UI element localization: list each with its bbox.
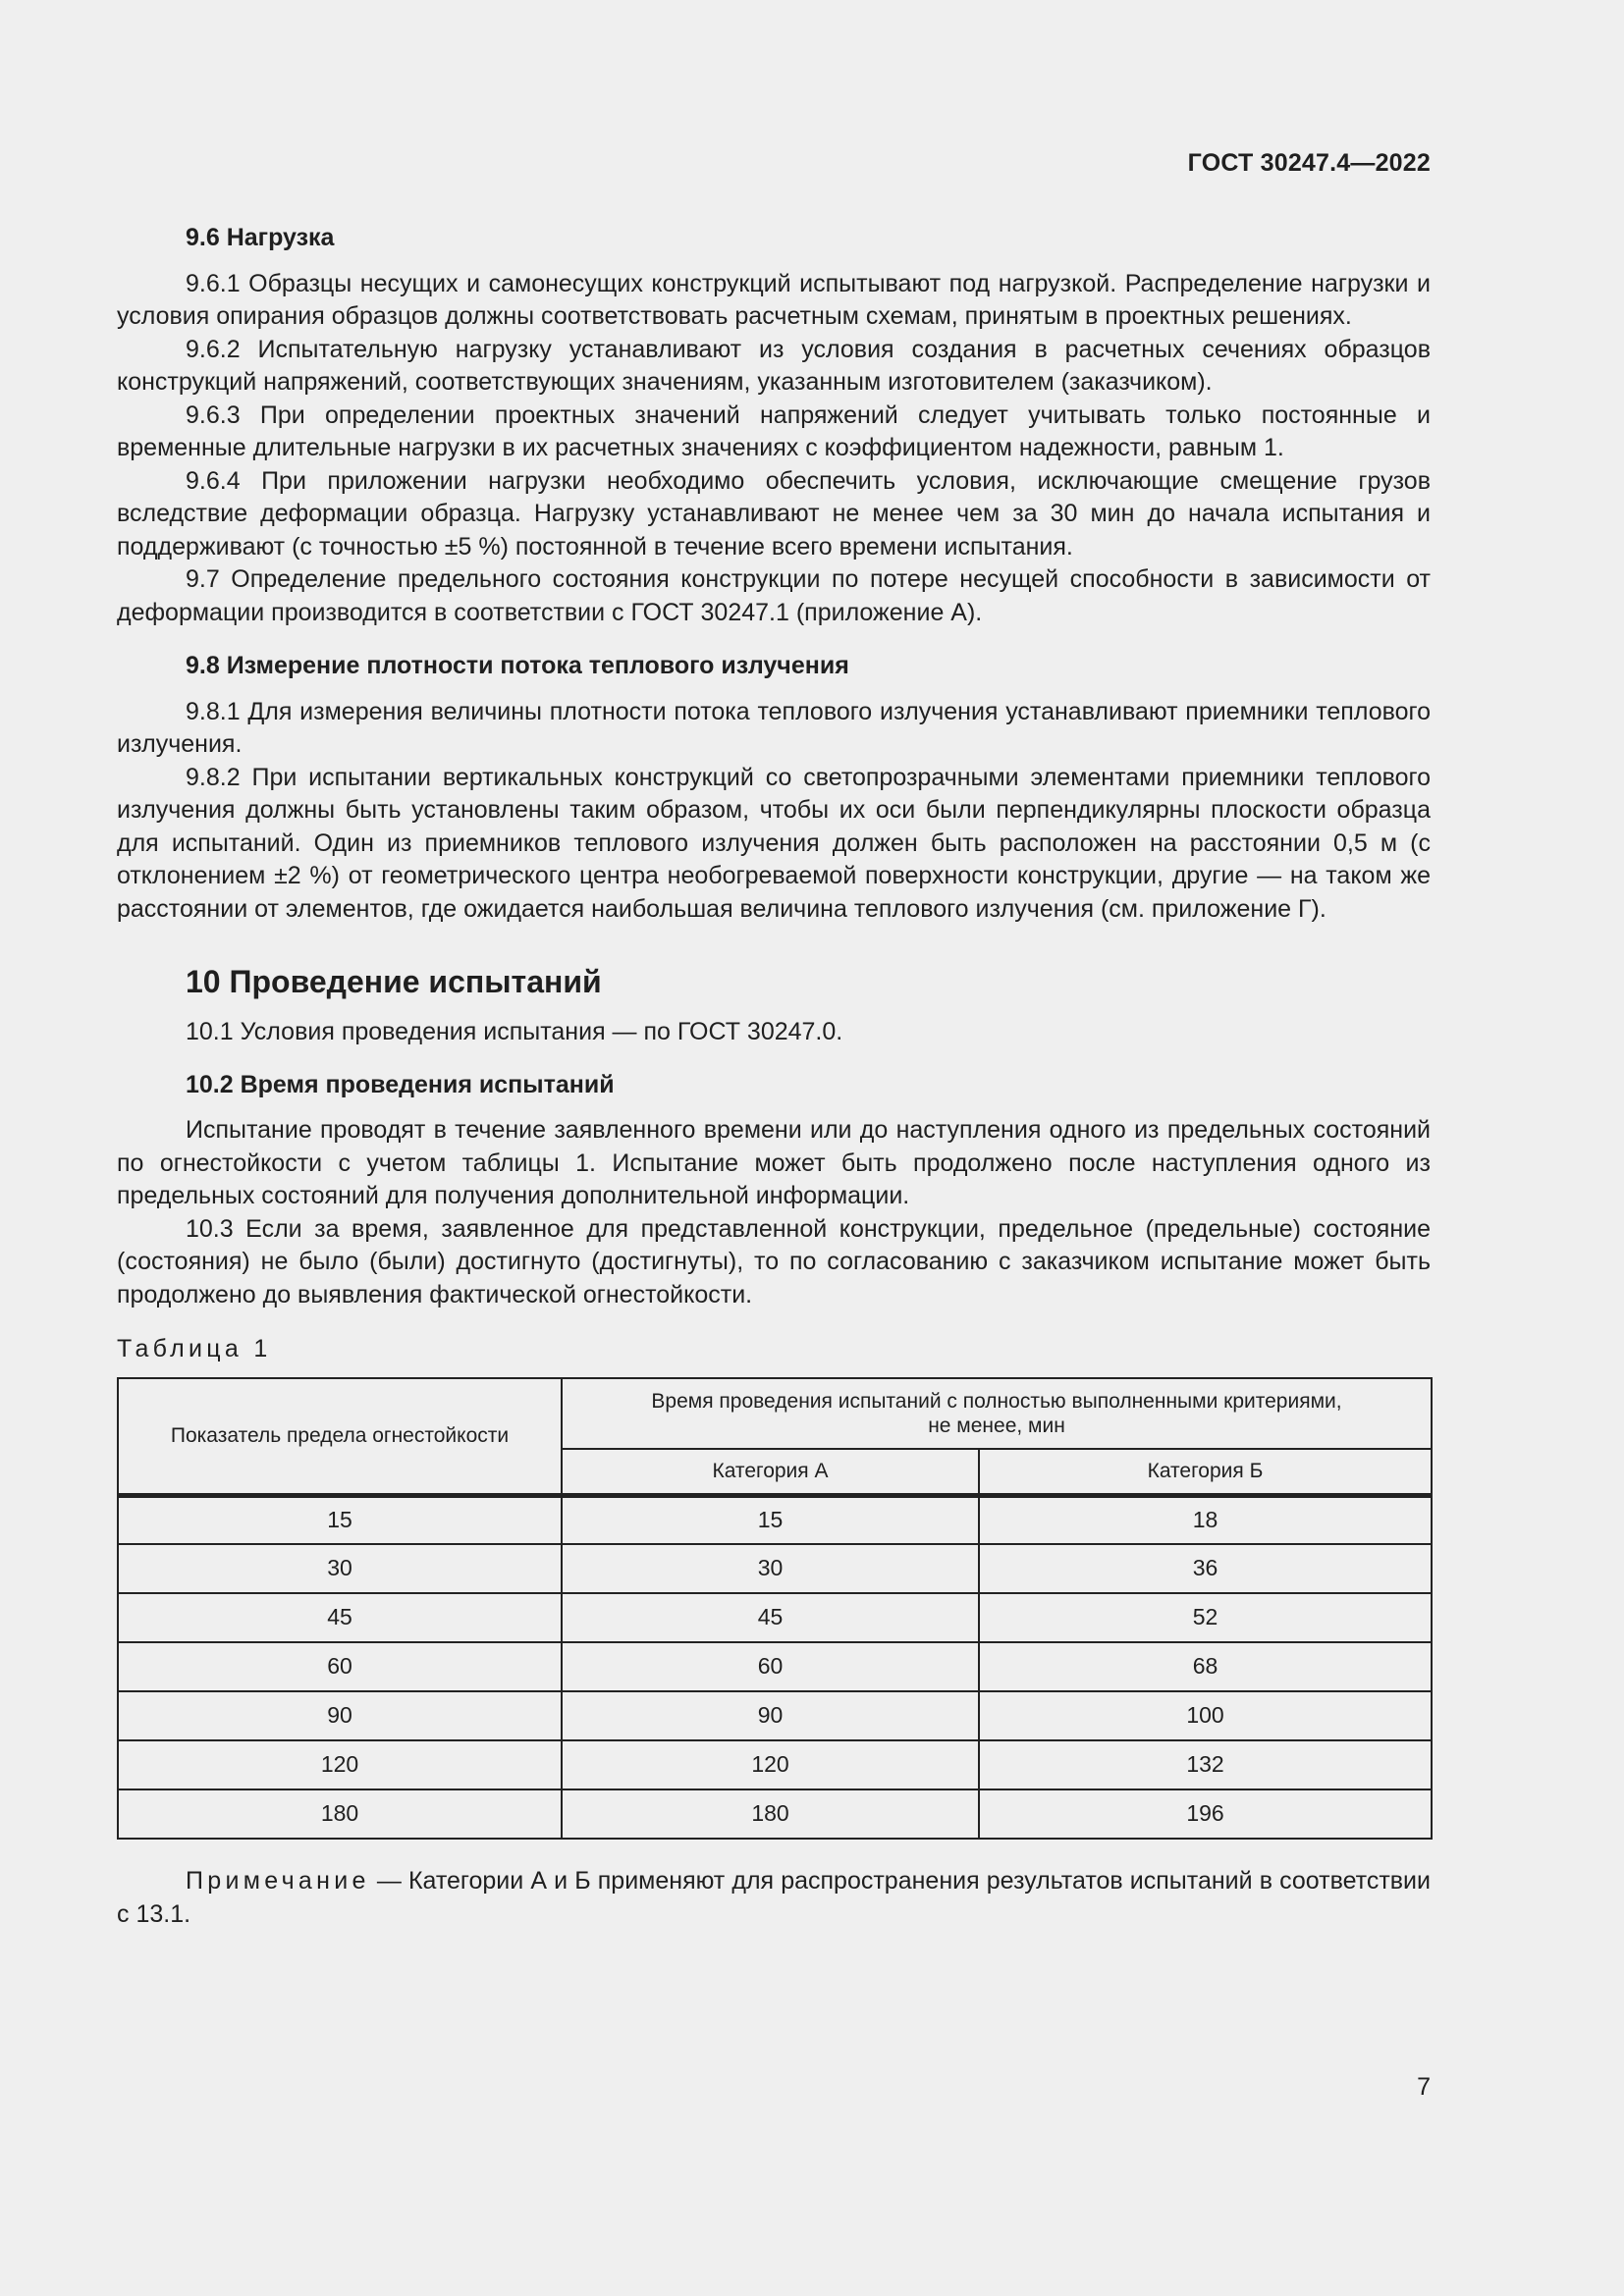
fire-resistance-table [117,1377,1433,1841]
table-row [118,1593,1432,1642]
table-cell: 60 [562,1642,979,1691]
paragraph-9-6-4: 9.6.4 При приложении нагрузки необходимо обеспечить условия, исключающие смещение грузов вследствие деформации образца. Нагрузку устанавливают не менее чем за 30 мин до начала испытания и поддерживают (с точностью ±5 %) постоянной в течение всего времени испытания. [117,466,1431,561]
chapter-10-title: 10 Проведение испытаний [186,964,602,999]
table-row [118,1789,1432,1839]
table-cell: 180 [562,1789,979,1839]
page-content [117,222,1431,1931]
table-note [117,1865,1431,1931]
table-cell: 15 [562,1495,979,1544]
paragraph-10-1: 10.1 Условия проведения испытания — по ГОСТ 30247.0. [186,1018,843,1045]
section-9-6-title: 9.6 Нагрузка [186,224,335,251]
table-row [118,1642,1432,1691]
table-row [118,1740,1432,1789]
table-cell: 52 [979,1593,1432,1642]
table-cell: 100 [979,1691,1432,1740]
table-row [118,1691,1432,1740]
table-cell: 132 [979,1740,1432,1789]
column-header-category-b: Категория Б [979,1449,1432,1496]
paragraph-10-2: Испытание проводят в течение заявленного времени или до наступления одного из предельных состояний по огнестойкости с учетом таблицы 1. Испытание может быть продолжено после наступления одного из предельных состояний для получения дополнительной информации. [117,1116,1431,1209]
note-label: Примечание [186,1867,370,1895]
group-header-line2: не менее, мин [928,1414,1065,1437]
document-header: ГОСТ 30247.4—2022 [1187,149,1431,177]
table-cell: 45 [118,1593,562,1642]
paragraph-9-6-3: 9.6.3 При определении проектных значений напряжений следует учитывать только постоянные и временные длительные нагрузки в их расчетных значениях с коэффициентом надежности, равным 1. [117,400,1431,461]
page-number: 7 [1417,2073,1431,2101]
section-9-8-title: 9.8 Измерение плотности потока теплового излучения [186,652,849,679]
table-cell: 30 [118,1544,562,1593]
paragraph-9-6-2: 9.6.2 Испытательную нагрузку устанавливают из условия создания в расчетных сечениях образцов конструкций напряжений, соответствующих значениям, указанным изготовителем (заказчиком). [117,335,1431,396]
table-cell: 68 [979,1642,1432,1691]
section-10-2-title: 10.2 Время проведения испытаний [186,1070,615,1098]
table-cell: 18 [979,1495,1432,1544]
column-group-header [562,1378,1432,1449]
table-cell: 180 [118,1789,562,1839]
table-cell: 36 [979,1544,1432,1593]
column-header-category-a: Категория А [562,1449,979,1496]
table-cell: 45 [562,1593,979,1642]
table-cell: 15 [118,1495,562,1544]
column-header-indicator: Показатель предела огнестойкости [118,1378,562,1496]
table-cell: 120 [118,1740,562,1789]
table-row [118,1495,1432,1544]
paragraph-9-8-2: 9.8.2 При испытании вертикальных конструкций со светопрозрачными элементами приемники теплового излучения должны быть установлены таким образом, чтобы их оси были перпендикулярны плоскости образца для испытаний. Один из приемников теплового излучения должен быть расположен на расстоянии 0,5 м (с отклонением ±2 %) от геометрического центра необогреваемой поверхности конструкции, другие — на таком же расстоянии от элементов, где ожидается наибольшая величина теплового излучения (см. приложение Г). [117,763,1431,923]
table-cell: 90 [118,1691,562,1740]
paragraph-9-6-1: 9.6.1 Образцы несущих и самонесущих конструкций испытывают под нагрузкой. Распределение нагрузки и условия опирания образцов должны соответствовать расчетным схемам, принятым в проектных решениях. [117,269,1431,330]
paragraph-9-7: 9.7 Определение предельного состояния конструкции по потере несущей способности в зависимости от деформации производится в соответствии с ГОСТ 30247.1 (приложение А). [117,565,1431,626]
table-cell: 120 [562,1740,979,1789]
table-cell: 30 [562,1544,979,1593]
table-cell: 196 [979,1789,1432,1839]
table-caption: Таблица 1 [117,1335,272,1362]
table-cell: 90 [562,1691,979,1740]
group-header-line1: Время проведения испытаний с полностью выполненными критериями, [651,1389,1342,1413]
table-row [118,1544,1432,1593]
table-cell: 60 [118,1642,562,1691]
paragraph-10-3: 10.3 Если за время, заявленное для представленной конструкции, предельное (предельные) состояние (состояния) не было (были) достигнуто (достигнуты), то по согласованию с заказчиком испытание может быть продолжено до выявления фактической огнестойкости. [117,1214,1431,1308]
paragraph-9-8-1: 9.8.1 Для измерения величины плотности потока теплового излучения устанавливают приемники теплового излучения. [117,697,1431,758]
note-text: — Категории А и Б применяют для распространения результатов испытаний в соответствии с 13.1. [117,1867,1431,1928]
